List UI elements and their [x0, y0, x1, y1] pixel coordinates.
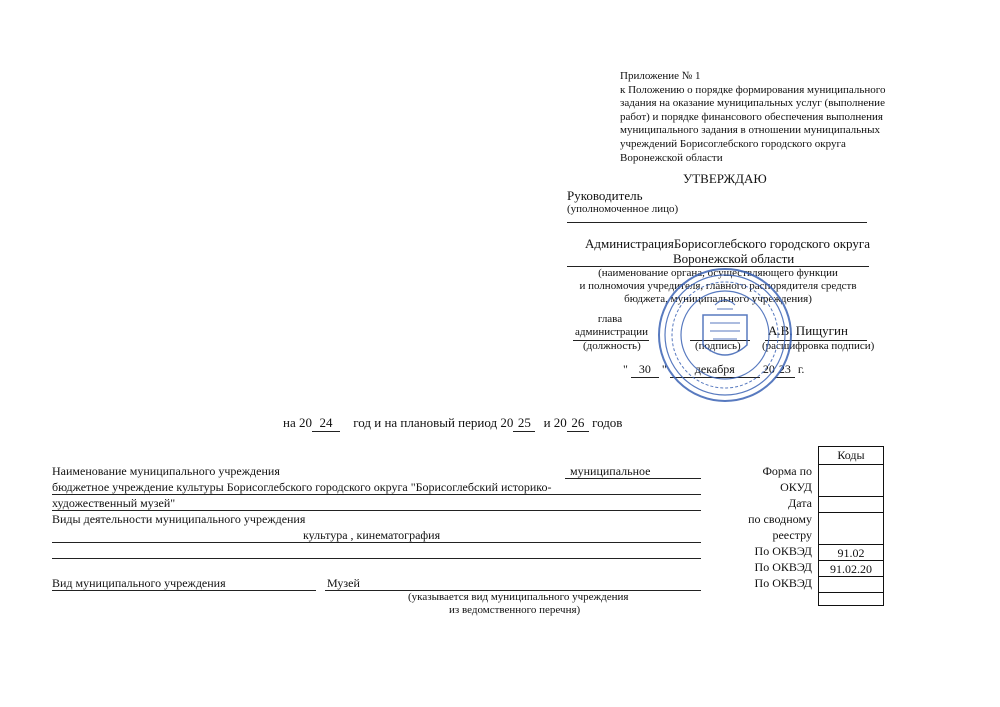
code-label-registry-2: реестру	[772, 528, 812, 542]
period-and: и 20	[543, 415, 567, 430]
inst-name-underline-3	[52, 510, 701, 511]
inst-name-label: Наименование муниципального учреждения	[52, 464, 280, 478]
approval-title: УТВЕРЖДАЮ	[683, 171, 767, 186]
note-decoding: (расшифровка подписи)	[762, 340, 875, 352]
inst-name-part-2: бюджетное учреждение культуры Борисоглебского городского округа "Борисоглебский историко-	[52, 480, 552, 494]
date-suffix: г.	[797, 362, 805, 376]
head-line	[567, 222, 867, 223]
code-label-form: Форма по	[762, 464, 812, 478]
position-line-1: глава	[597, 313, 623, 325]
code-label-okved-2: По ОКВЭД	[754, 560, 812, 574]
approval-head-note: (уполномоченное лицо)	[567, 203, 679, 215]
org-line-2: Воронежской области	[673, 251, 795, 266]
approval-head: Руководитель	[567, 188, 643, 203]
codes-cell-okved-1: 91.02	[819, 544, 883, 560]
date-month: декабря	[670, 362, 760, 378]
activity-value: культура , кинематография	[303, 528, 441, 542]
period-year-3: 26	[567, 415, 589, 432]
type-value: Музей	[327, 576, 360, 590]
type-label-underline	[52, 590, 316, 591]
codes-table	[818, 446, 884, 606]
inst-name-part-1: муниципальное	[570, 464, 651, 478]
signer-name: А.В. Пищугин	[768, 323, 848, 338]
code-label-date: Дата	[788, 496, 812, 510]
type-label: Вид муниципального учреждения	[52, 576, 226, 590]
appendix-line: Приложение № 1	[620, 70, 701, 82]
date-year-prefix: 20	[762, 362, 775, 376]
org-line-1: АдминистрацияБорисоглебского городского округа	[585, 236, 870, 251]
activity-underline-1	[52, 542, 701, 543]
codes-cell-okved-3	[819, 576, 883, 592]
note-position: (должность)	[583, 340, 641, 352]
date-quote-open: "	[623, 362, 628, 376]
date-quote-close: "	[661, 362, 667, 376]
period-suffix: годов	[592, 415, 623, 430]
code-label-okud: ОКУД	[780, 480, 812, 494]
appendix-line: к Положению о порядке формирования муниципального	[620, 83, 886, 96]
note-signature: (подпись)	[695, 340, 741, 352]
codes-cell-okved-2: 91.02.20	[819, 560, 883, 576]
date-year: 23	[775, 362, 795, 378]
codes-cell-empty	[819, 592, 883, 605]
period-year-1: 24	[312, 415, 340, 432]
period-line	[283, 415, 622, 432]
position-line-2: администрации	[575, 326, 648, 338]
org-note-1: (наименование органа, осуществляющего функции	[598, 267, 838, 279]
org-note-3: бюджета, муниципального учреждения)	[624, 293, 812, 305]
type-note-2: из ведомственного перечня)	[449, 604, 581, 616]
appendix-line: муниципального задания в отношении муниципальных	[620, 124, 880, 137]
code-label-okved-1: По ОКВЭД	[754, 544, 812, 558]
code-label-registry-1: по сводному	[748, 512, 812, 526]
appendix-line: Воронежской области	[620, 151, 723, 164]
codes-cell-okud	[819, 464, 883, 496]
activity-label: Виды деятельности муниципального учреждения	[52, 512, 306, 526]
period-year-2: 25	[513, 415, 535, 432]
inst-name-underline-1	[565, 478, 701, 479]
code-label-okved-3: По ОКВЭД	[754, 576, 812, 590]
inst-name-underline-2	[52, 494, 701, 495]
org-note-2: и полномочия учредителя, главного распорядителя средств	[579, 280, 857, 292]
appendix-line: учреждений Борисоглебского городского округа	[620, 137, 846, 150]
inst-name-part-3: художественный музей"	[52, 496, 176, 510]
codes-cell-date	[819, 496, 883, 512]
codes-cell-registry	[819, 512, 883, 544]
date-day: 30	[631, 362, 659, 378]
period-prefix: на 20	[283, 415, 312, 430]
appendix-block	[620, 70, 886, 165]
appendix-line: задания на оказание муниципальных услуг (выполнение	[620, 97, 885, 110]
type-note-1: (указывается вид муниципального учреждения	[408, 591, 629, 603]
codes-header: Коды	[837, 448, 865, 462]
period-middle: год и на плановый период 20	[353, 415, 514, 430]
appendix-line: работ) и порядке финансового обеспечения выполнения	[620, 110, 883, 123]
official-seal-stamp	[655, 265, 795, 405]
activity-underline-2	[52, 558, 701, 559]
